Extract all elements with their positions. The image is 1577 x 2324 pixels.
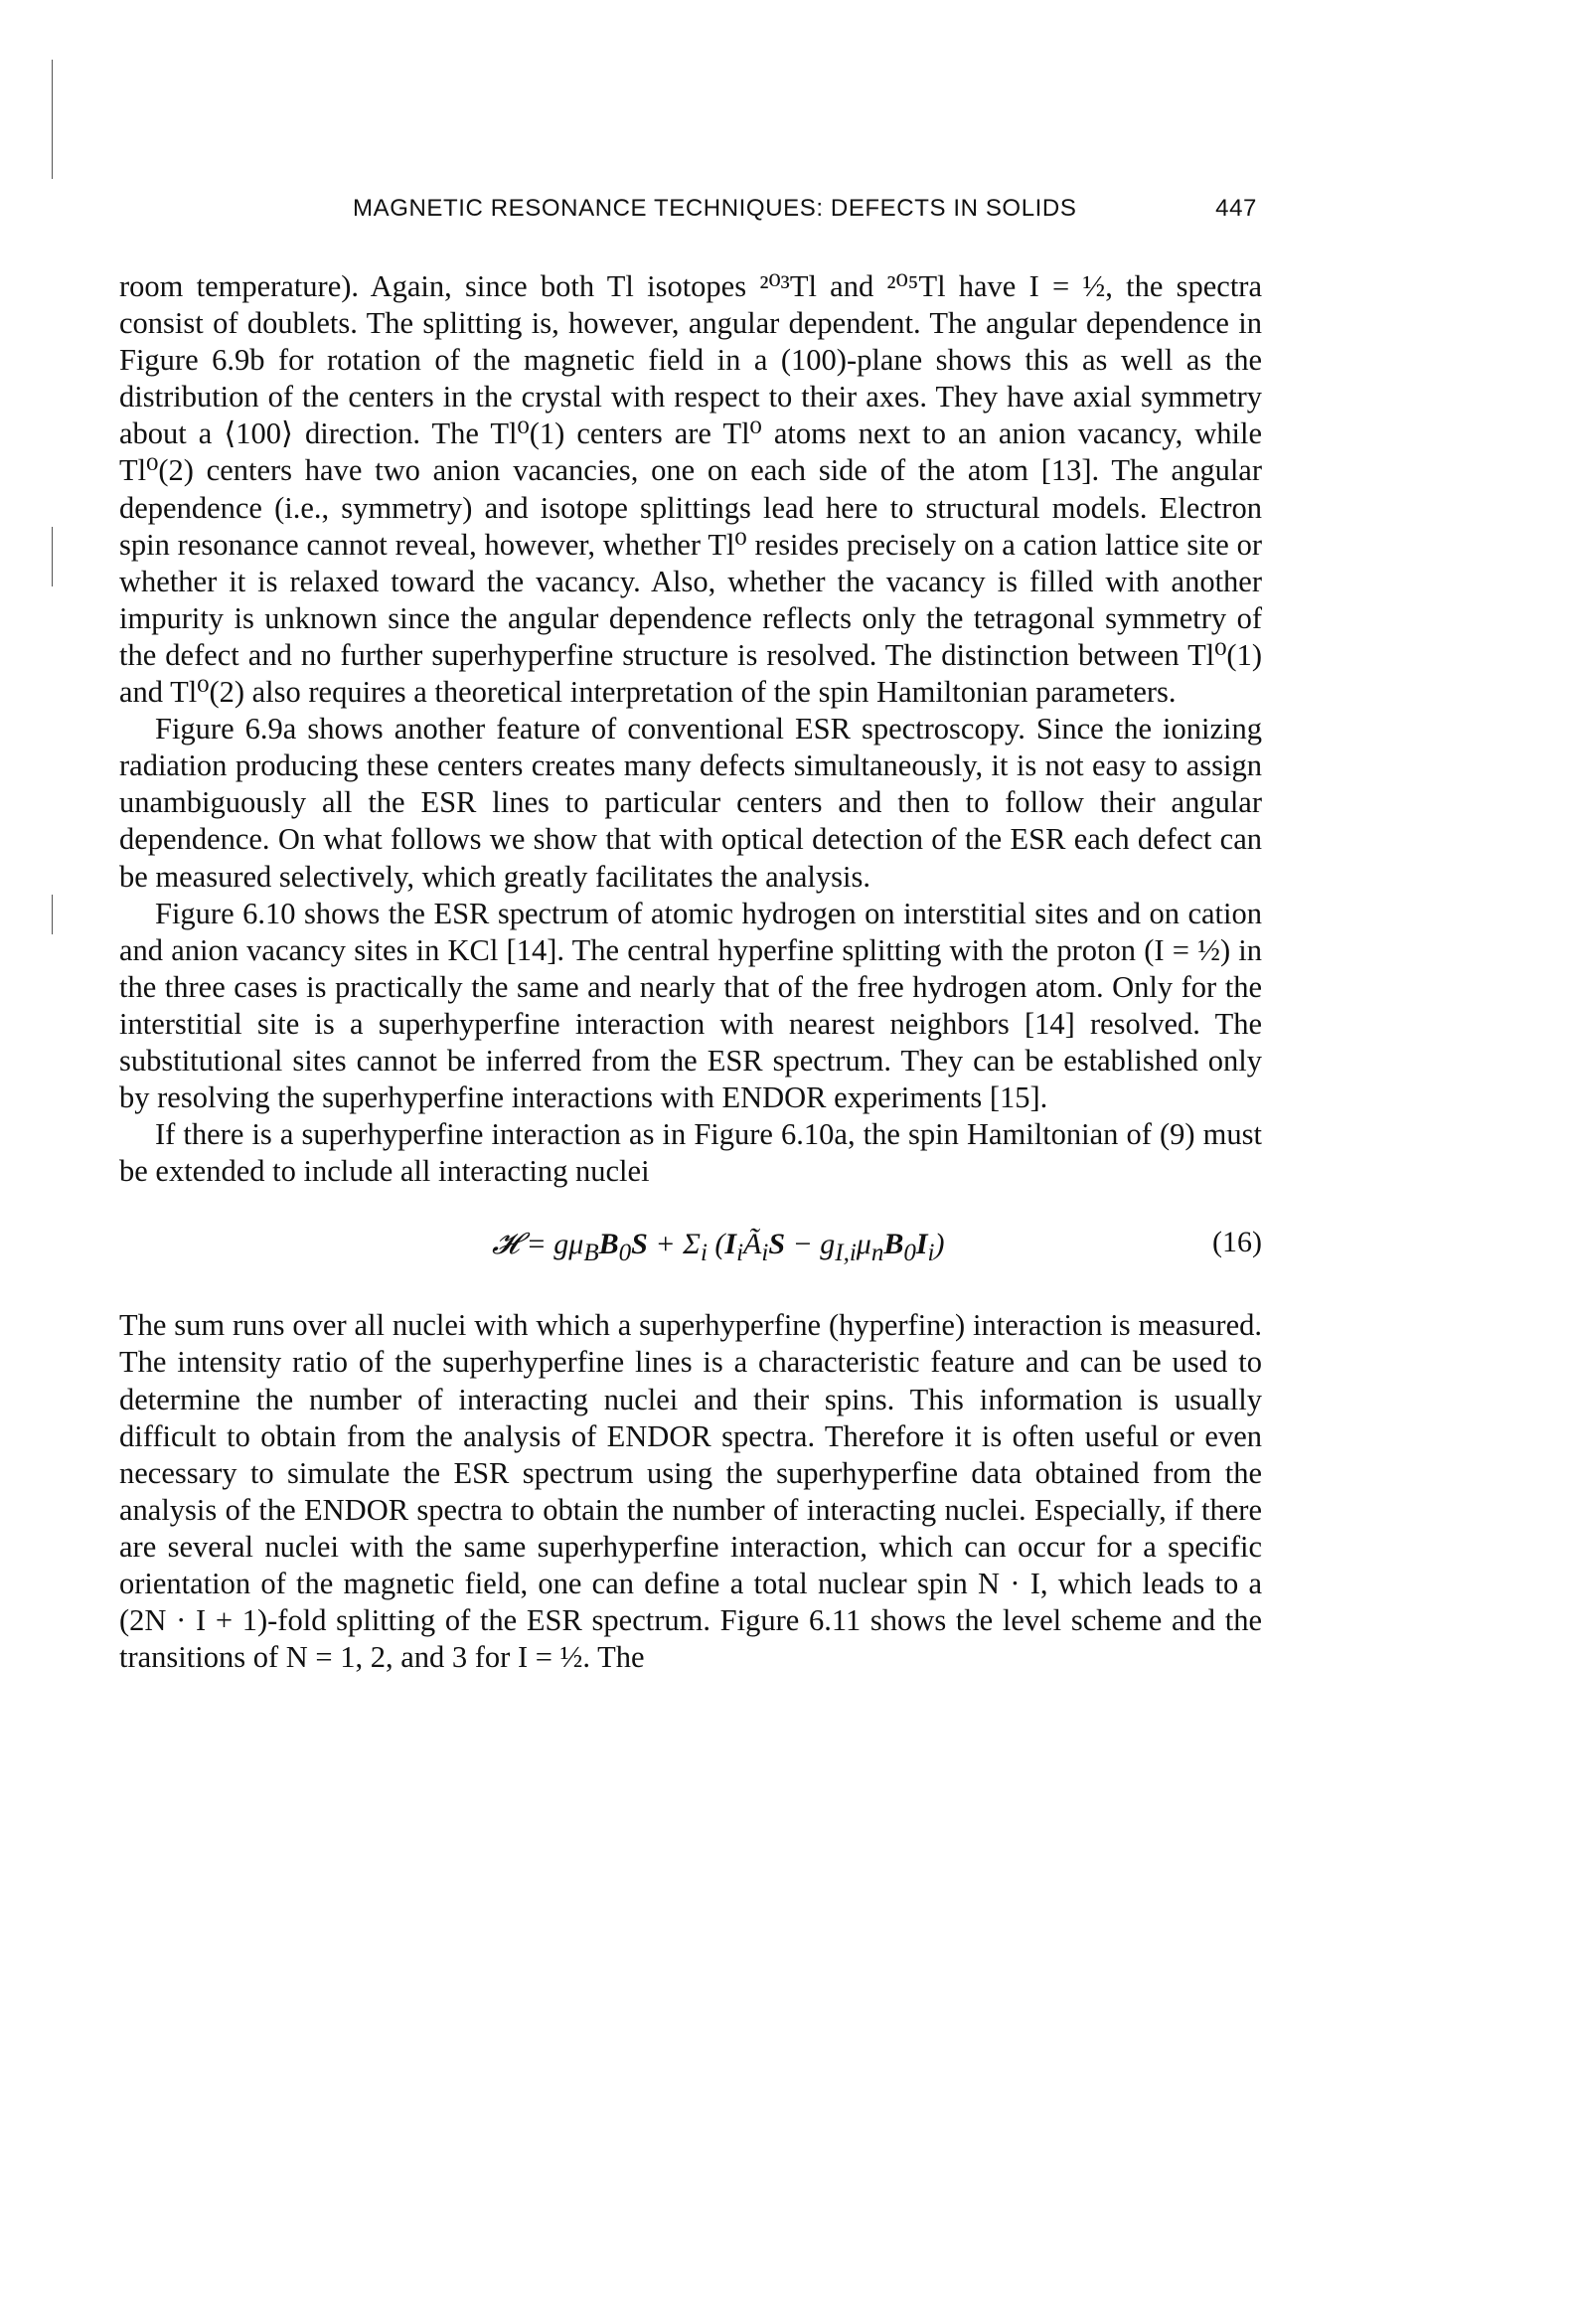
equation-number: (16) [1212, 1226, 1262, 1259]
paragraph-3: Figure 6.10 shows the ESR spectrum of atomic hydrogen on interstitial sites and on cation and anion vacancy sites in KCl [14]. The central hyperfine splitting with the proton (I = ½) in the three cases is practically the same and nearly that of the free hydrogen atom. Only for the interstitial site is a superhyperfine interaction with nearest neighbors [14] resolved. The substitutional sites cannot be inferred from the ESR spectrum. They can be established only by resolving the superhyperfine interactions with ENDOR experiments [15]. [119, 896, 1262, 1115]
paragraph-4: If there is a superhyperfine interaction as in Figure 6.10a, the spin Hamiltonian of (9) must be extended to include all interacting nuclei [119, 1117, 1262, 1189]
equation-16 [119, 1190, 1262, 1307]
scan-margin-line-mid [52, 527, 53, 586]
page-number: 447 [1215, 195, 1257, 222]
scan-margin-line-lower [52, 895, 53, 934]
paragraph-2: Figure 6.9a shows another feature of conventional ESR spectroscopy. Since the ionizing radiation producing these centers creates many defects simultaneously, it is not easy to assign unambiguously all the ESR lines to particular centers and then to follow their angular dependence. On what follows we show that with optical detection of the ESR each defect can be measured selectively, which greatly facilitates the analysis. [119, 712, 1262, 894]
running-title: MAGNETIC RESONANCE TECHNIQUES: DEFECTS IN SOLIDS [353, 195, 1077, 222]
scan-margin-line-top [52, 60, 53, 179]
paragraph-5: The sum runs over all nuclei with which a superhyperfine (hyperfine) interaction is measured. The intensity ratio of the superhyperfine lines is a characteristic feature and can be used to determine the number of interacting nuclei and their spins. This information is usually difficult to obtain from the analysis of ENDOR spectra. Therefore it is often useful or even necessary to simulate the ESR spectrum using the superhyperfine data obtained from the analysis of the ENDOR spectra to obtain the number of interacting nuclei. Especially, if there are several nuclei with the same superhyperfine interaction, which can occur for a specific orientation of the magnetic field, one can define a total nuclear spin N · I, which leads to a (2N · I + 1)-fold splitting of the ESR spectrum. Figure 6.11 shows the level scheme and the transitions of N = 1, 2, and 3 for I = ½. The [119, 1308, 1262, 1675]
equation-expression: 𝓗 = $g\mu_BB_0S + \Sigma_i$ $(I_iÃ_iS - g_{I,i}\mu_nB_0I_i)$ [492, 1228, 945, 1267]
body-text [119, 268, 1262, 1676]
running-head [353, 195, 1257, 223]
paragraph-1: room temperature). Again, since both Tl isotopes ²⁰³Tl and ²⁰⁵Tl have I = ½, the spectra consist of doublets. The splitting is, however, angular dependent. The angular dependence in Figure 6.9b for rotation of the magnetic field in a (100)-plane shows this as well as the distribution of the centers in the crystal with respect to their axes. They have axial symmetry about a ⟨100⟩ direction. The Tl⁰(1) centers are Tl⁰ atoms next to an anion vacancy, while Tl⁰(2) centers have two anion vacancies, one on each side of the atom [13]. The angular dependence (i.e., symmetry) and isotope splittings lead here to structural models. Electron spin resonance cannot reveal, however, whether Tl⁰ resides precisely on a cation lattice site or whether it is relaxed toward the vacancy. Also, whether the vacancy is filled with another impurity is unknown since the angular dependence reflects only the tetragonal symmetry of the defect and no further superhyperfine structure is resolved. The distinction between Tl⁰(1) and Tl⁰(2) also requires a theoretical interpretation of the spin Hamiltonian parameters. [119, 269, 1262, 710]
